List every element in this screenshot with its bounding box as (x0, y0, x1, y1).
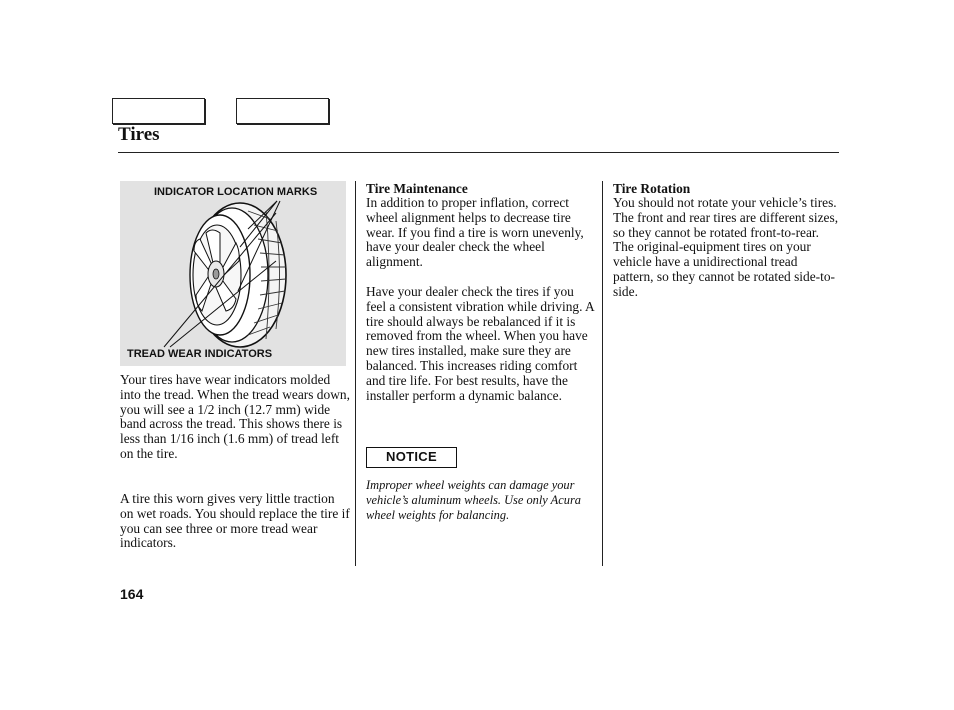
tire-maintenance-heading: Tire Maintenance (366, 181, 468, 196)
figure-label-tread-wear: TREAD WEAR INDICATORS (127, 348, 273, 360)
replace-tire-paragraph: A tire this worn gives very little traction on wet roads. You should replace the tire if you can see three or more tread wear indicators. (120, 491, 350, 551)
wear-indicator-paragraph: Your tires have wear indicators molded into the tread. When the tread wears down, you will see a 1/2 inch (12.7 mm) wide band across the tread. This shows there is less than 1/16 inch (1.6 mm) of tread left on the tire. (120, 372, 350, 461)
rotation-paragraph: You should not rotate your vehicle’s tires. The front and rear tires are different sizes, so they cannot be rotated front-to-rear. The original-equipment tires on your vehicle have a unidirectional tread pattern, so they cannot be rotated side-to-side. (613, 195, 839, 299)
notice-label: NOTICE (386, 449, 437, 464)
notice-badge (366, 447, 457, 468)
page-number: 164 (120, 586, 144, 602)
column-divider-2 (602, 181, 603, 566)
balancing-paragraph: Have your dealer check the tires if you feel a consistent vibration while driving. A tire should always be rebalanced if it is removed from the wheel. When you have new tires installed, make sure they are balanced. This increases riding comfort and tire life. For best results, have the installer perform a dynamic balance. (366, 284, 594, 403)
figure-label-indicator-marks: INDICATOR LOCATION MARKS (154, 186, 318, 198)
nav-tab-box-2[interactable] (236, 98, 329, 124)
tire-illustration-icon (120, 181, 346, 366)
nav-tab-box-1[interactable] (112, 98, 205, 124)
alignment-paragraph: In addition to proper inflation, correct wheel alignment helps to decrease tire wear. If you find a tire is worn unevenly, have your dealer check the wheel alignment. (366, 195, 584, 270)
tire-rotation-heading: Tire Rotation (613, 181, 691, 196)
title-rule (118, 152, 839, 153)
column-divider-1 (355, 181, 356, 566)
page-title: Tires (118, 124, 160, 145)
tire-figure (120, 181, 346, 366)
notice-text: Improper wheel weights can damage your vehicle’s aluminum wheels. Use only Acura wheel weights for balancing. (366, 478, 581, 522)
